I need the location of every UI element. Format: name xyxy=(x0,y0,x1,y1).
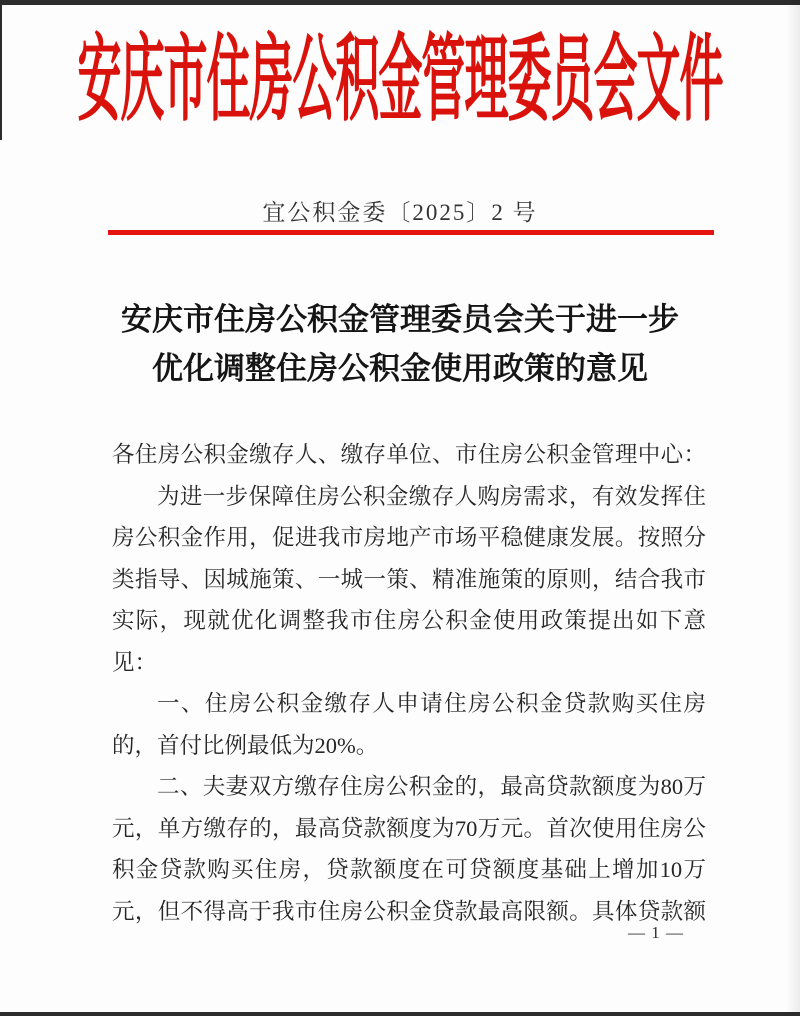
scan-shade-right xyxy=(786,0,800,1016)
document-number: 宜公积金委〔2025〕2 号 xyxy=(262,200,538,225)
red-divider-line xyxy=(108,230,714,235)
body-line: 积金贷款购买住房，贷款额度在可贷额度基础上增加10万 xyxy=(112,857,706,882)
body-line: 类指导、因城施策、一城一策、精准施策的原则，结合我市 xyxy=(112,566,706,592)
document-title-line1: 安庆市住房公积金管理委员会关于进一步 xyxy=(121,302,679,337)
document-body xyxy=(112,434,706,932)
body-line: 实际，现就优化调整我市住房公积金使用政策提出如下意 xyxy=(112,608,706,633)
scan-edge-bottom xyxy=(0,1012,800,1016)
body-line: 见： xyxy=(112,649,158,675)
document-title xyxy=(0,295,800,393)
document-title-line2: 优化调整住房公积金使用政策的意见 xyxy=(152,351,648,386)
body-line: 元，单方缴存的，最高贷款额度为70万元。首次使用住房公 xyxy=(112,815,706,841)
body-line-salutation: 各住房公积金缴存人、缴存单位、市住房公积金管理中心： xyxy=(112,442,706,467)
body-line: 的，首付比例最低为20%。 xyxy=(112,732,379,758)
page-number: — 1 — xyxy=(628,923,684,942)
body-line: 房公积金作用，促进我市房地产市场平稳健康发展。按照分 xyxy=(112,525,706,550)
scan-edge-top xyxy=(0,0,800,5)
body-line: 元，但不得高于我市住房公积金贷款最高限额。具体贷款额 xyxy=(112,898,706,924)
body-line-item-2: 二、夫妻双方缴存住房公积金的，最高贷款额度为80万 xyxy=(157,774,706,799)
body-line: 为进一步保障住房公积金缴存人购房需求，有效发挥住 xyxy=(157,483,706,509)
body-line-item-1: 一、住房公积金缴存人申请住房公积金贷款购买住房 xyxy=(157,691,706,716)
document-header-banner: 安庆市住房公积金管理委员会文件 xyxy=(77,27,723,133)
